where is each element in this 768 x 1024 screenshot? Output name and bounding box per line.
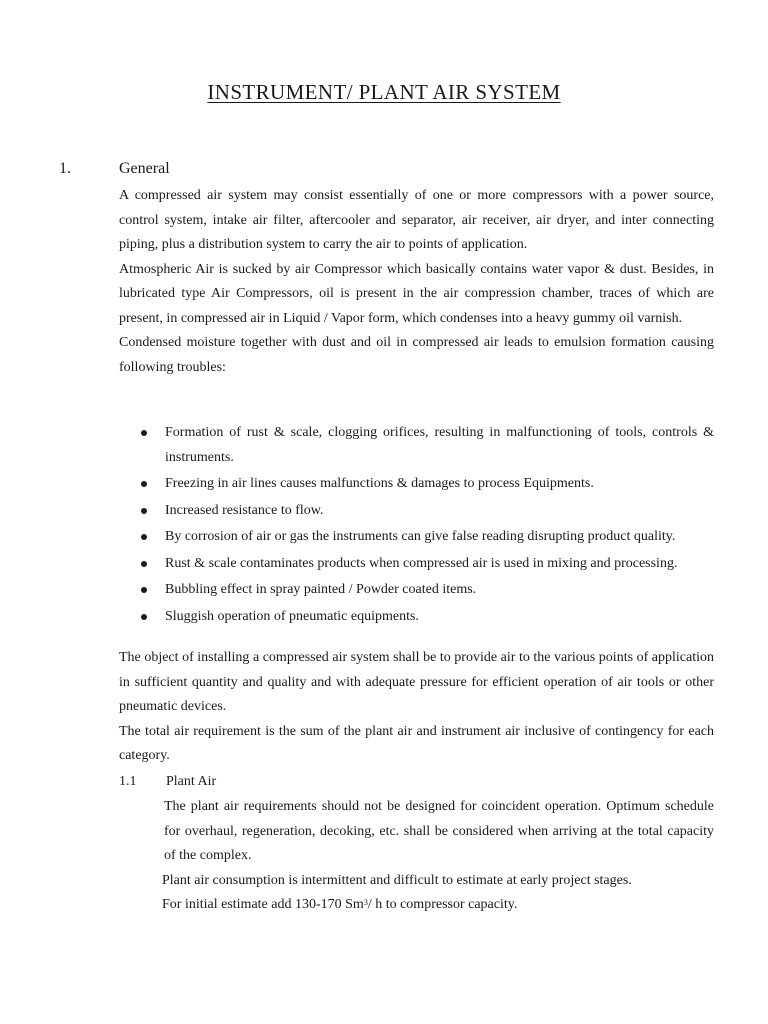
list-item-text: Sluggish operation of pneumatic equipments. [165, 608, 419, 624]
list-item-text: Formation of rust & scale, clogging orifices, resulting in malfunctioning of tools, controls & instruments. [165, 425, 714, 465]
section-title: General [119, 160, 170, 177]
plant-air-paragraph: The plant air requirements should not be designed for coincident operation. Optimum schedule for overhaul, regeneration, decoking, etc. shall be considered when arriving at the total capacity of the complex. [164, 799, 714, 863]
cubic-superscript: 3 [363, 898, 368, 907]
document-title-text: INSTRUMENT/ PLANT AIR SYSTEM [207, 80, 561, 104]
list-item [139, 499, 714, 524]
objective-paragraph: The object of installing a compressed air system shall be to provide air to the various points of application in sufficient quantity and quality and with adequate pressure for efficient operation of air tools or other pneumatic devices. [119, 650, 714, 714]
intro-text [119, 184, 714, 380]
list-item [139, 578, 714, 603]
list-item [139, 552, 714, 577]
intro-paragraph: Atmospheric Air is sucked by air Compressor which basically contains water vapor & dust. Besides, in lubricated type Air Compressors, oil is present in the air compression chamber, traces of which are present, in compressed air in Liquid / Vapor form, which condenses into a heavy gummy oil varnish. [119, 261, 714, 326]
capacity-estimate [162, 893, 714, 918]
list-item [139, 525, 714, 550]
intro-paragraph: A compressed air system may consist essentially of one or more compressors with a power source, control system, intake air filter, aftercooler and separator, air receiver, air dryer, and inter connecting piping, plus a distribution system to carry the air to points of application. [119, 188, 714, 252]
list-item-text: Rust & scale contaminates products when compressed air is used in mixing and processing. [165, 555, 678, 571]
list-item [139, 605, 714, 630]
list-item-text: By corrosion of air or gas the instruments can give false reading disrupting product quality. [165, 529, 676, 544]
objective-paragraph: The total air requirement is the sum of the plant air and instrument air inclusive of contingency for each category. [119, 723, 714, 763]
list-item [139, 421, 714, 470]
section-number: 1. [59, 160, 71, 177]
subsection-title: Plant Air [166, 774, 217, 789]
intro-paragraph: Condensed moisture together with dust and oil in compressed air leads to emulsion formation causing following troubles: [119, 335, 714, 375]
capacity-estimate-unit: / h to compressor capacity. [367, 897, 518, 912]
list-item-text: Bubbling effect in spray painted / Powder coated items. [165, 582, 477, 597]
plant-air-paragraph: Plant air consumption is intermittent and difficult to estimate at early project stages. [162, 872, 632, 888]
list-item-text: Freezing in air lines causes malfunctions & damages to process Equipments. [165, 476, 594, 491]
plant-air-text [164, 795, 714, 918]
subsection-number: 1.1 [119, 774, 137, 789]
document-title [0, 80, 768, 105]
list-item-text: Increased resistance to flow. [165, 502, 324, 518]
troubles-list [139, 421, 714, 631]
capacity-estimate-text: For initial estimate add 130-170 Sm [162, 897, 364, 912]
list-item [139, 472, 714, 497]
objective-text [119, 646, 714, 769]
